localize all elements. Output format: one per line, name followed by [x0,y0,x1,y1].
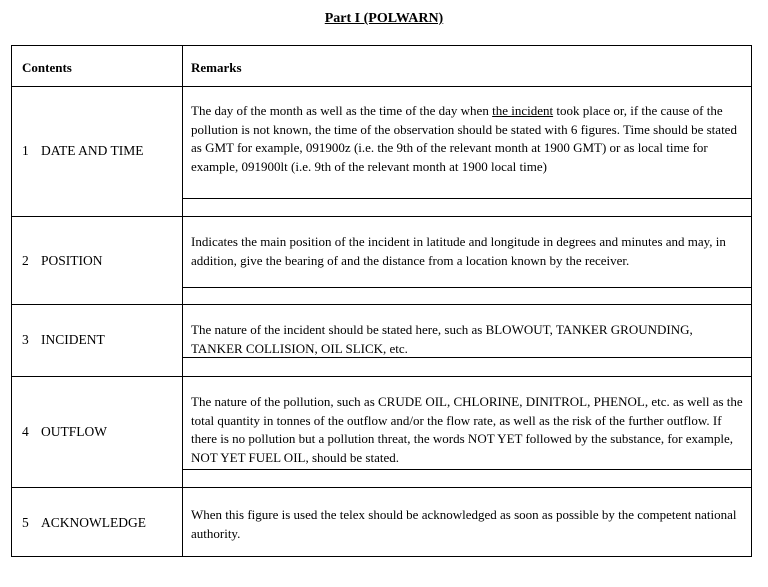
row-divider [12,216,751,217]
remarks-header: Remarks [191,60,242,75]
incident-link-text: the incident [492,103,554,118]
row-subdivider [182,469,751,470]
table-row-remark: Indicates the main position of the incident in latitude and longitude in degrees and minutes and may, in addition, give the bearing of and the distance from a location known by the receiver. [191,234,726,268]
column-divider [182,46,183,556]
polwarn-table [11,45,752,557]
row-subdivider [182,198,751,199]
row-subdivider [182,357,751,358]
table-row-remark: The nature of the incident should be stated here, such as BLOWOUT, TANKER GROUNDING, TANKER COLLISION, OIL SLICK, etc. [191,322,693,356]
table-row-label: 1 DATE AND TIME [22,143,144,158]
table-row-label: 4 OUTFLOW [22,424,107,439]
row-divider [12,304,751,305]
page-title: Part I (POLWARN) [324,11,444,26]
table-row-remark: When this figure is used the telex should be acknowledged as soon as possible by the competent national authority. [191,507,737,541]
table-row-remark: The day of the month as well as the time of the day when the incident took place or, if the cause of the pollution is not known, the time of the observation should be stated with 6 figures. Time should be stated as GMT for example, 091900z (i.e. the 9th of the relevant month at 1900 GMT) or as local time for example, 091900lt (i.e. 9th of the relevant month at 1900 local time) [191,103,737,174]
contents-header: Contents [22,60,72,75]
table-row-label: 5 ACKNOWLEDGE [22,515,146,530]
row-divider [12,86,751,87]
table-row-remark: The nature of the pollution, such as CRUDE OIL, CHLORINE, DINITROL, PHENOL, etc. as well as the total quantity in tonnes of the outflow and/or the flow rate, as well as the risk of the further outflow. If there is no pollution but a pollution threat, the words NOT YET followed by the substance, for example, NOT YET FUEL OIL, should be stated. [191,394,743,465]
table-row-label: 3 INCIDENT [22,332,105,347]
row-divider [12,487,751,488]
row-divider [12,376,751,377]
table-row-label: 2 POSITION [22,253,103,268]
row-subdivider [182,287,751,288]
